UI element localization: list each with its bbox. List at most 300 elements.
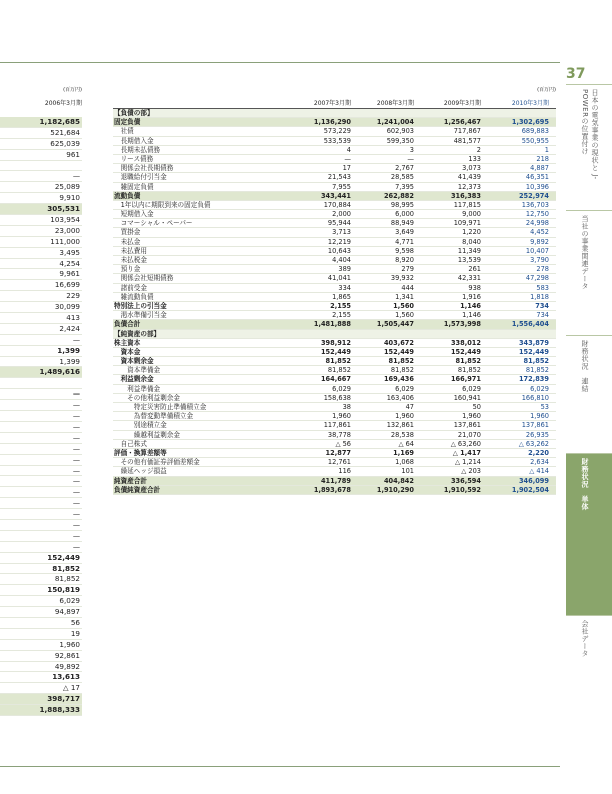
left-unit-label: (百万円) [63,87,82,93]
cell-value: 117,815 [453,200,481,209]
row-label: 資本剰余金 [114,357,154,366]
table-row [113,127,556,136]
cell-value: 1,910,290 [376,485,414,494]
cell-value: △ 63,262 [518,439,549,448]
table-row: — [0,487,82,498]
cell-value: 81,852 [525,366,549,375]
cell-value: 1,169 [393,448,414,457]
row-label: その他有価証券評価差額金 [114,458,200,467]
cell-value: 28,585 [390,173,414,182]
table-row: 23,000 [0,226,82,237]
cell-value: 583 [536,283,549,292]
cell-value: 336,594 [450,476,481,485]
table-row: 9,910 [0,193,82,204]
table-row [113,394,556,403]
cell-value: 2,220 [528,448,549,457]
cell-value: 343,879 [518,338,549,347]
cell-value: 88,949 [390,219,414,228]
table-row: 81,852 [0,574,82,585]
tab-label: 会社データ [581,620,589,658]
row-label: 【純資産の部】 [114,329,161,338]
table-row [113,366,556,375]
cell-value: 47 [405,403,414,411]
cell-value: 389 [338,265,351,274]
table-row: 94,897 [0,607,82,618]
cell-value: 81,852 [455,357,481,366]
cell-value: 573,229 [323,127,351,136]
table-row: 2,424 [0,324,82,335]
cell-value: 21,543 [327,173,351,182]
cell-value: 1,960 [395,412,414,421]
cell-value: 1,556,404 [511,320,549,329]
cell-value: 1,146 [460,301,481,310]
table-row [113,201,556,210]
cell-value: 2,000 [332,210,351,219]
cell-value: 1,341 [395,292,414,301]
cell-value: 481,577 [453,136,481,145]
cell-value: 137,861 [453,421,481,430]
cell-value: 133 [468,154,481,163]
row-label: 関係会社短期債務 [114,274,174,283]
cell-value: 218 [536,154,549,163]
cell-value: 158,638 [323,393,351,402]
table-row: — [0,476,82,487]
cell-value: 3 [409,145,414,154]
cell-value: 2,634 [530,458,549,467]
table-row: 398,717 [0,694,82,705]
cell-value: 12,877 [325,448,351,457]
cell-value: 53 [540,403,549,411]
cell-value: 12,373 [457,182,481,191]
cell-value: 152,449 [383,347,414,356]
top-rule [0,62,560,63]
table-row: — [0,444,82,455]
cell-value: 50 [472,403,481,411]
tab-label: 当社の事業関連データ [581,215,589,290]
table-row: — [0,531,82,542]
cell-value: 13,539 [457,256,481,264]
table-row: 4,254 [0,259,82,270]
page-number: 37 [566,66,586,82]
table-row: △ 17 [0,683,82,694]
cell-value: 1,220 [462,228,481,237]
cell-value: 689,883 [521,127,549,136]
cell-value: 2,767 [395,164,414,173]
table-row: 6,029 [0,596,82,607]
cell-value: 717,867 [453,127,481,136]
cell-value: △ 63,260 [450,439,481,448]
table-row: 19 [0,629,82,640]
table-row: 1,182,685 [0,117,82,128]
cell-value: 21,070 [457,430,481,439]
table-row [113,421,556,430]
table-row [113,375,556,384]
cell-value: 132,861 [386,421,414,430]
table-row: 81,852 [0,564,82,575]
table-row: 521,684 [0,128,82,139]
cell-value: — [407,154,414,163]
row-label: 繰延ヘッジ損益 [114,467,167,476]
table-row: — [0,411,82,422]
cell-value: 1,960 [462,412,481,421]
cell-value: 1,893,678 [313,485,351,494]
cell-value: 2 [476,145,481,154]
cell-value: 6,029 [462,384,481,393]
tab-label: 財務状況 単体 [581,458,589,511]
cell-value: 81,852 [523,357,549,366]
table-row [0,161,82,172]
cell-value: 1,902,504 [511,485,549,494]
table-row: 305,531 [0,204,82,215]
cell-value: 95,944 [327,219,351,228]
column-header-2010: 2010年3月期 [511,100,549,107]
row-label: 利益剰余金 [114,375,154,384]
cell-value: 261 [468,265,481,274]
row-label: コマーシャル・ペーパー [114,219,193,228]
cell-value: △ 414 [529,467,549,476]
table-row: 49,892 [0,662,82,673]
cell-value: 166,971 [450,375,481,384]
tab-section-1[interactable] [566,84,612,205]
cell-value: 137,861 [521,421,549,430]
table-row: — [0,171,82,182]
cell-value: 9,000 [462,210,481,219]
table-row [113,228,556,237]
column-header-2009: 2009年3月期 [443,100,481,107]
cell-value: 1 [544,145,549,154]
row-label: 特定災害防止準備積立金 [114,403,207,411]
column-header-2007: 2007年3月期 [313,100,351,107]
row-label: 資本金 [114,347,141,356]
cell-value: △ 1,214 [454,458,481,467]
cell-value: 1,146 [462,311,481,320]
bottom-rule [0,766,560,767]
cell-value: 6,029 [530,384,549,393]
table-row: 9,961 [0,269,82,280]
row-label: 未払税金 [114,256,147,264]
row-label: 関係会社長期債務 [114,164,174,173]
table-row [113,118,556,127]
row-label: 社債 [114,127,134,136]
cell-value: 1,960 [332,412,351,421]
table-row: 961 [0,150,82,161]
table-row: 413 [0,313,82,324]
cell-value: 1,560 [393,301,414,310]
table-row: — [0,389,82,400]
cell-value: 1,241,004 [376,118,414,127]
cell-value: 152,449 [518,347,549,356]
table-row [113,164,556,173]
row-label: 流動負債 [114,191,141,200]
row-label: 為替変動準備積立金 [114,412,194,421]
table-row [113,403,556,412]
table-row: — [0,520,82,531]
row-label: 買掛金 [114,228,141,237]
cell-value: 26,935 [525,430,549,439]
cell-value: 46,351 [525,173,549,182]
row-label: 特別法上の引当金 [114,301,167,310]
cell-value: 42,331 [457,274,481,283]
cell-value: 444 [401,283,414,292]
row-label: 繰越利益剰余金 [114,430,180,439]
table-row [113,109,556,118]
cell-value: 152,449 [320,347,351,356]
cell-value: 1,818 [530,292,549,301]
cell-value: △ 1,417 [452,448,481,457]
cell-value: 6,000 [395,210,414,219]
table-row: 1,489,616 [0,367,82,378]
cell-value: 8,040 [462,237,481,246]
row-label: 自己株式 [114,439,147,448]
table-row [113,412,556,421]
table-row [0,378,82,389]
row-label: その他利益剰余金 [114,393,180,402]
cell-value: 1,068 [395,458,414,467]
table-row [113,348,556,357]
cell-value: 262,882 [383,191,414,200]
table-row [113,183,556,192]
column-headers [113,96,556,109]
row-label: 固定負債 [114,118,141,127]
table-row: 56 [0,618,82,629]
column-header-2008: 2008年3月期 [376,100,414,107]
table-row [113,146,556,155]
cell-value: 3,649 [395,228,414,237]
table-row: 625,039 [0,139,82,150]
row-label: 退職給付引当金 [114,173,167,182]
cell-value: 12,219 [327,237,351,246]
cell-value: 1,560 [395,311,414,320]
cell-value: 334 [338,283,351,292]
row-label: 諸前受金 [114,283,147,292]
table-row: 3,495 [0,248,82,259]
table-row: 25,089 [0,182,82,193]
cell-value: 17 [342,164,351,173]
table-row [113,486,556,495]
cell-value: 10,407 [525,246,549,255]
cell-value: 28,538 [390,430,414,439]
cell-value: 1,256,467 [443,118,481,127]
cell-value: 109,971 [453,219,481,228]
table-row [113,311,556,320]
row-label: リース債務 [114,154,154,163]
table-row [113,173,556,182]
table-row: — [0,422,82,433]
tab-section-4[interactable] [566,453,612,616]
cell-value: 7,955 [332,182,351,191]
cell-value: 6,029 [332,384,351,393]
cell-value: 81,852 [327,366,351,375]
cell-value: 398,912 [320,338,351,347]
table-row [113,284,556,293]
table-row [113,155,556,164]
table-row: 1,399 [0,357,82,368]
cell-value: 10,643 [327,246,351,255]
table-row [113,458,556,467]
table-row: 1,399 [0,346,82,357]
cell-value: 172,839 [518,375,549,384]
table-row [113,467,556,476]
row-label: 渇水準備引当金 [114,311,167,320]
table-row: — [0,542,82,553]
tab-section-3[interactable] [566,335,612,446]
table-row: — [0,498,82,509]
cell-value: 117,861 [323,421,351,430]
cell-value: 2,155 [332,311,351,320]
table-row [113,247,556,256]
table-row: 16,699 [0,280,82,291]
table-row [113,449,556,458]
table-row: — [0,433,82,444]
cell-value: 38 [342,403,351,411]
table-row: 30,099 [0,302,82,313]
table-row [113,477,556,486]
row-label: 長期未払債務 [114,145,161,154]
cell-value: 279 [401,265,414,274]
unit-label: (百万円) [537,87,556,93]
table-row [113,320,556,329]
cell-value: 4,887 [530,164,549,173]
cell-value: 81,852 [325,357,351,366]
cell-value: 3,713 [332,228,351,237]
cell-value: 404,842 [383,476,414,485]
left-column-header: 2006年3月期 [44,100,82,107]
table-row: — [0,466,82,477]
row-label: 未払費用 [114,246,147,255]
cell-value: 533,539 [323,136,351,145]
tab-label: 日本の電気事業の現状と J-POWERの位置付け [581,89,599,180]
row-label: 評価・換算差額等 [114,448,167,457]
cell-value: 1,910,592 [443,485,481,494]
cell-value: △ 203 [461,467,481,476]
cell-value: 152,449 [450,347,481,356]
table-row: — [0,335,82,346]
cell-value: 81,852 [388,357,414,366]
cell-value: 1,865 [332,292,351,301]
table-row: 1,960 [0,640,82,651]
cell-value: 1,481,888 [313,320,351,329]
cell-value: 101 [401,467,414,476]
row-label: 負債合計 [114,320,141,329]
row-label: 預り金 [114,265,141,274]
cell-value: △ 56 [335,439,351,448]
cell-value: 4,452 [530,228,549,237]
table-row: 150,819 [0,585,82,596]
table-row: 103,954 [0,215,82,226]
tab-section-5[interactable] [566,615,612,766]
cell-value: 346,099 [518,476,549,485]
cell-value: 98,995 [390,200,414,209]
cell-value: 1,505,447 [376,320,414,329]
cell-value: 4,404 [332,256,351,264]
cell-value: 1,960 [530,412,549,421]
row-label: 株主資本 [114,338,141,347]
table-row: — [0,455,82,466]
table-row [113,274,556,283]
row-label: 短期借入金 [114,210,154,219]
row-label: 利益準備金 [114,384,161,393]
cell-value: 81,852 [457,366,481,375]
row-label: 長期借入金 [114,136,154,145]
cell-value: 164,667 [320,375,351,384]
table-row [113,210,556,219]
cell-value: 47,298 [525,274,549,283]
cell-value: 1,916 [462,292,481,301]
cell-value: 2,155 [330,301,351,310]
tab-section-2[interactable] [566,210,612,321]
row-label: 雑固定負債 [114,182,154,191]
cell-value: 163,406 [386,393,414,402]
row-label: 未払金 [114,237,141,246]
row-label: 資本準備金 [114,366,161,375]
cell-value: 343,441 [320,191,351,200]
cell-value: 116 [338,467,351,476]
cell-value: 136,703 [521,200,549,209]
table-row [113,256,556,265]
row-label: 【負債の部】 [114,109,154,117]
table-row [113,238,556,247]
row-label: 純資産合計 [114,476,147,485]
table-row [113,302,556,311]
cell-value: 938 [468,283,481,292]
cell-value: 278 [536,265,549,274]
table-row: — [0,400,82,411]
cell-value: 1,573,998 [443,320,481,329]
cell-value: 403,672 [383,338,414,347]
table-row: 1,888,333 [0,705,82,716]
cell-value: 41,041 [327,274,351,283]
cell-value: 316,383 [450,191,481,200]
cell-value: 169,436 [383,375,414,384]
row-label: 1年以内に期限到来の固定負債 [114,200,211,209]
cell-value: 1,136,290 [313,118,351,127]
cell-value: 1,302,695 [511,118,549,127]
cell-value: 7,395 [395,182,414,191]
table-row: 92,861 [0,651,82,662]
table-row: 152,449 [0,553,82,564]
table-row: 13,613 [0,672,82,683]
table-row: — [0,509,82,520]
table-row: 111,000 [0,237,82,248]
cell-value: 3,790 [530,256,549,264]
table-row [113,431,556,440]
cell-value: 12,761 [327,458,351,467]
table-row [113,330,556,339]
table-row [113,357,556,366]
table-row [113,192,556,201]
table-body [113,109,556,495]
row-label: 別途積立金 [114,421,167,430]
cell-value: 4,771 [395,237,414,246]
cell-value: 38,778 [327,430,351,439]
cell-value: 81,852 [390,366,414,375]
table-row [113,293,556,302]
cell-value: 170,884 [323,200,351,209]
cell-value: △ 64 [398,439,414,448]
cell-value: 411,789 [320,476,351,485]
table-row [113,137,556,146]
cell-value: 160,941 [453,393,481,402]
table-row [113,440,556,449]
table-row [113,219,556,228]
cell-value: 602,903 [386,127,414,136]
cell-value: 9,598 [395,246,414,255]
cell-value: 3,073 [462,164,481,173]
cell-value: 4 [346,145,351,154]
table-row [113,265,556,274]
table-row [113,385,556,394]
cell-value: 734 [535,301,549,310]
